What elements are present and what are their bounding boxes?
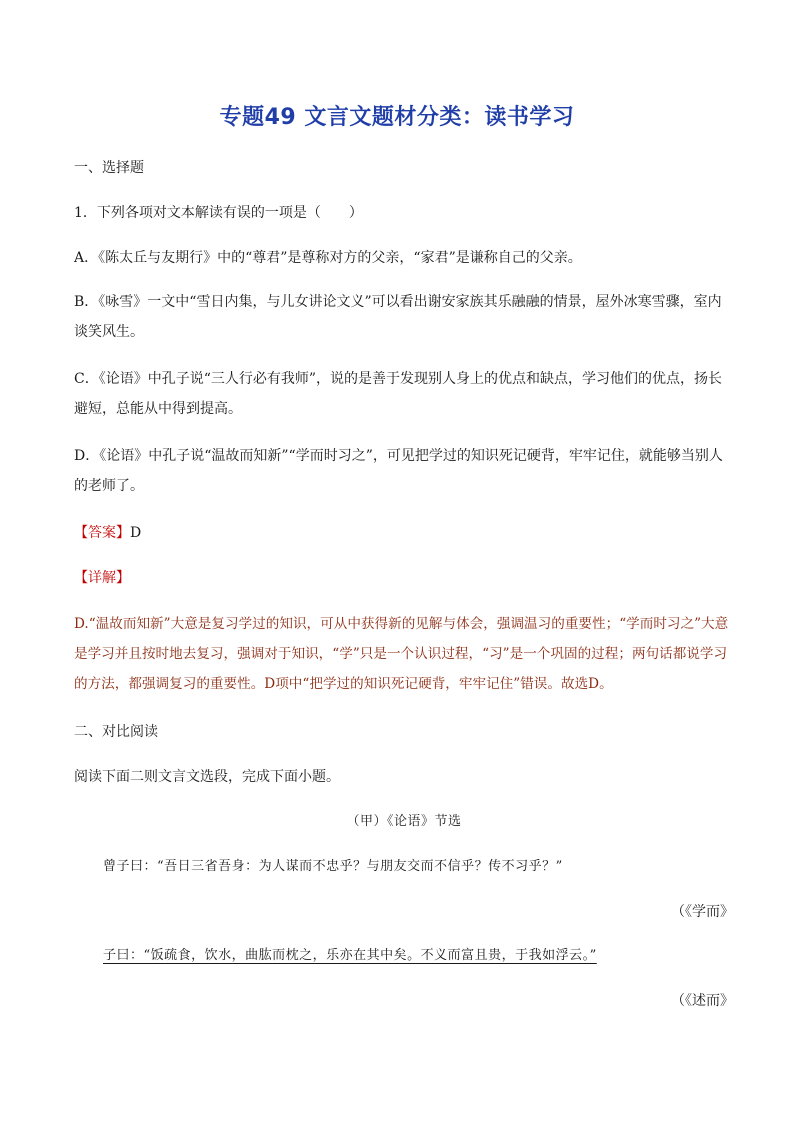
passage-line-1: 曾子曰：“吾日三省吾身：为人谋而不忠乎？与朋友交而不信乎？传不习乎？” [103,859,563,874]
passage-source-1: （《学而》 [671,904,734,920]
passage-source-2: （《述而》 [671,993,734,1009]
explanation-text: D.“温故而知新”大意是复习学过的知识，可从中获得新的见解与体会，强调温习的重要性；“学而时习之”大意是学习并且按时地去复习，强调对于知识，“学”只是一个认识过程，“习”是一个巩固的过程；两句话都说学习的方法，都强调复习的重要性。D项中“把学过的知识死记硬背，牢牢记住”错误。故选D。 [74,616,729,692]
option-c: C．《论语》中孔子说“三人行必有我师”，说的是善于发现别人身上的优点和缺点，学习他们的优点，扬长避短，总能从中得到提高。 [74,371,723,417]
section2-heading: 二、对比阅读 [74,724,158,740]
answer-label: 【答案】 [74,525,130,541]
explanation-label: 【详解】 [74,570,130,586]
answer-line [74,523,734,543]
passage-title: （甲）《论语》节选 [346,814,462,829]
passage-line-2-wrapper [103,946,734,966]
section1-heading: 一、选择题 [74,160,144,176]
question-1-stem: 1．下列各项对文本解读有误的一项是（ ） [74,205,363,221]
option-d: D．《论语》中孔子说“温故而知新”“学而时习之”，可见把学过的知识死记硬背，牢牢记住，就能够当别人的老师了。 [74,448,723,494]
reading-instruction: 阅读下面二则文言文选段，完成下面小题。 [74,769,340,785]
answer-value: D [130,525,142,541]
option-b: B．《咏雪》一文中“雪日内集，与儿女讲论文义”可以看出谢安家族其乐融融的情景，屋外冰寒雪骤，室内谈笑风生。 [74,294,722,340]
passage-line-2: 子曰：“饭疏食，饮水，曲肱而枕之，乐亦在其中矣。不义而富且贵，于我如浮云。” [103,948,597,963]
option-a: A．《陈太丘与友期行》中的“尊君”是尊称对方的父亲，“家君”是谦称自己的父亲。 [74,250,582,266]
page-title: 专题49 文言文题材分类：读书学习 [219,105,575,130]
